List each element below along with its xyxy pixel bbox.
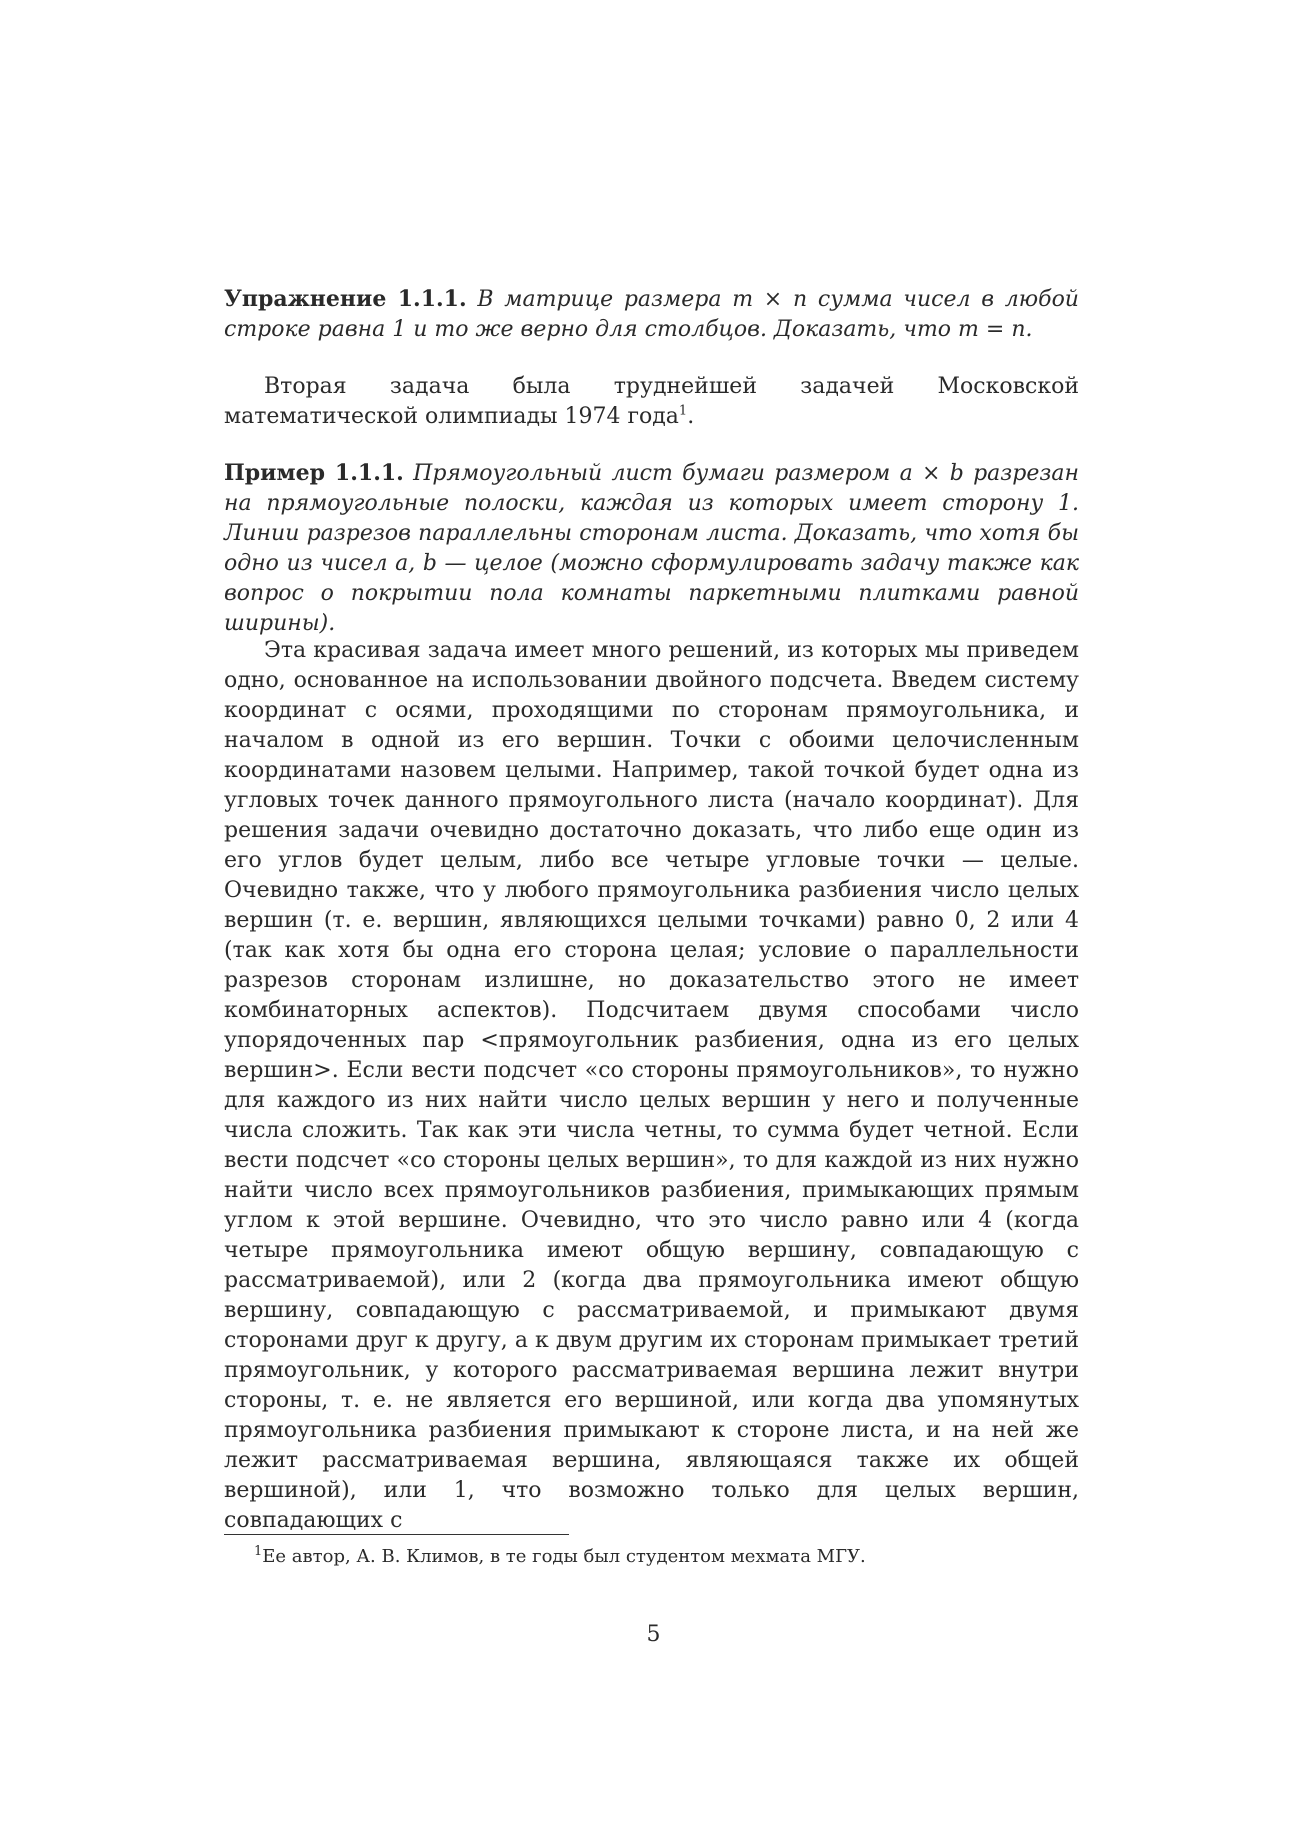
paragraph-olympiad	[224, 372, 1079, 432]
example-label: Пример 1.1.1.	[224, 460, 404, 486]
footnote-reference: 1	[678, 403, 688, 419]
paragraph-solution-text: Эта красивая задача имеет много решений, из которых мы приведем одно, основанное на использовании двойного подсчета. Введем систему координат с осями, проходящими по сторонам прямоугольника, и началом в одной из его вершин. Точки с обоими целочисленным координатами назовем целыми. Например, такой точкой будет одна из угловых точек данного прямоугольного листа (начало координат). Для решения задачи очевидно достаточно доказать, что либо еще один из его углов будет целым, либо все четыре угловые точки — целые. Очевидно также, что у любого прямоугольника разбиения число целых вершин (т. е. вершин, являющихся целыми точками) равно 0, 2 или 4 (так как хотя бы одна его сторона целая; условие о параллельности разрезов сторонам излишне, но доказательство этого не имеет комбинаторных аспектов). Подсчитаем двумя способами число упорядоченных пар <прямоугольник разбиения, одна из его целых вершин>. Если вести подсчет «со стороны прямоугольников», то нужно для каждого из них найти число целых вершин у него и полученные числа сложить. Так как эти числа четны, то сумма будет четной. Если вести подсчет «со стороны целых вершин», то для каждой из них нужно найти число всех прямоугольников разбиения, примыкающих прямым углом к этой вершине. Очевидно, что это число равно или 4 (когда четыре прямоугольника имеют общую вершину, совпадающую с рассматриваемой), или 2 (когда два прямоугольника имеют общую вершину, совпадающую с рассматриваемой, и примыкают двумя сторонами друг к другу, а к двум другим их сторонам примыкает третий прямоугольник, у которого рассматриваемая вершина лежит внутри стороны, т. е. не является его вершиной, или когда два упомянутых прямоугольника разбиения примыкают к стороне листа, и на ней же лежит рассматриваемая вершина, являющаяся также их общей вершиной), или 1, что возможно только для целых вершин, совпадающих с	[224, 638, 1079, 1533]
footnote-mark: 1	[254, 1544, 263, 1559]
paragraph-olympiad-text: Вторая задача была труднейшей задачей Московской математической олимпиады 1974 года	[224, 374, 1079, 429]
exercise-block	[224, 284, 1079, 345]
footnote	[224, 1545, 1079, 1569]
footnote-rule	[224, 1534, 569, 1535]
exercise-text: В матрице размера m × n сумма чисел в любой строке равна 1 и то же верно для столбцов. Доказать, что m = n.	[224, 287, 1079, 342]
example-text: Прямоугольный лист бумаги размером a × b разрезан на прямоугольные полоски, каждая из которых имеет сторону 1. Линии разрезов параллельны сторонам листа. Доказать, что хотя бы одно из чисел a, b — целое (можно сформулировать задачу также как вопрос о покрытии пола комнаты паркетными плитками равной ширины).	[224, 461, 1080, 636]
page-number: 5	[646, 1622, 661, 1647]
paragraph-olympiad-end: .	[687, 404, 695, 429]
paragraph-solution	[224, 636, 1079, 1536]
footnote-text: Ее автор, А. В. Климов, в те годы был студентом мехмата МГУ.	[262, 1546, 866, 1567]
exercise-label: Упражнение 1.1.1.	[224, 286, 467, 312]
example-block	[224, 458, 1079, 639]
